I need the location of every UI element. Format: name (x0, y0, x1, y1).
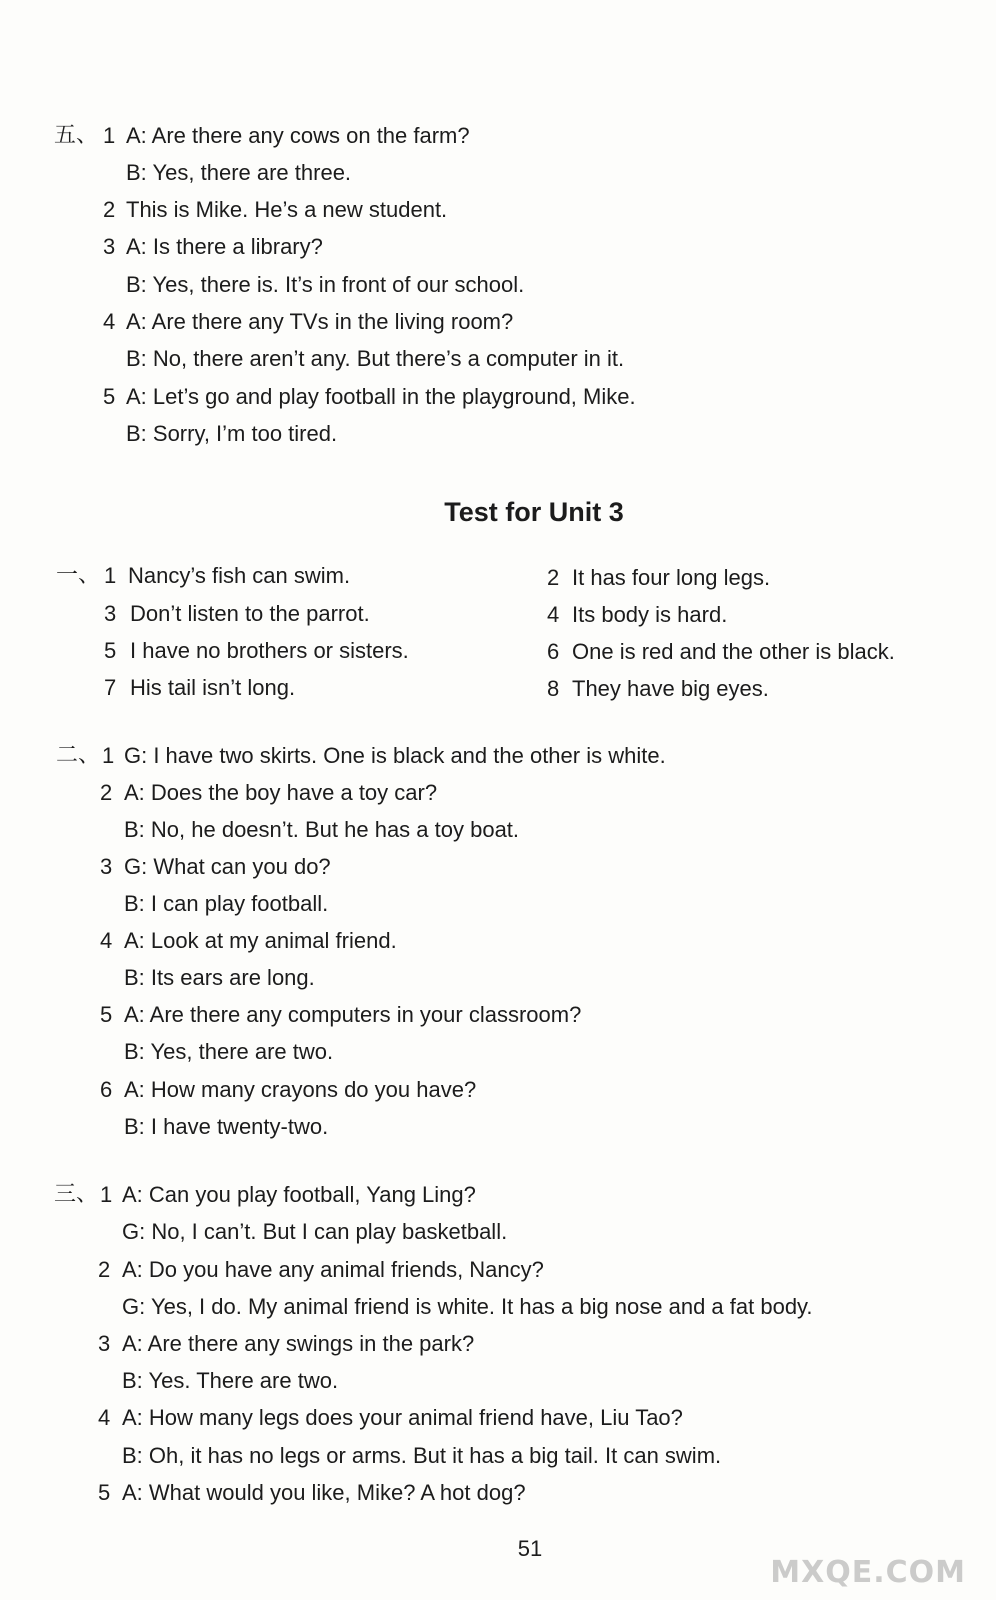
dialog-line: A: Can you play football, Yang Ling? (122, 1182, 476, 1207)
dialog-line: A: How many crayons do you have? (124, 1077, 477, 1102)
dialog-line: G: What can you do? (124, 854, 331, 879)
item-number: 2 (547, 565, 560, 590)
item-number: 1 (104, 563, 117, 588)
sentence-item: One is red and the other is black. (572, 639, 895, 664)
item-number: 2 (103, 197, 116, 222)
item-number: 2 (98, 1257, 111, 1282)
dialog-line: A: Look at my animal friend. (124, 928, 397, 953)
sentence-item: Don’t listen to the parrot. (130, 601, 370, 626)
dialog-line: A: Do you have any animal friends, Nancy? (122, 1257, 544, 1282)
sentence-item: I have no brothers or sisters. (130, 638, 409, 663)
dialog-line: B: Sorry, I’m too tired. (126, 421, 338, 446)
dialog-line: A: Let’s go and play football in the playground, Mike. (126, 384, 636, 409)
item-number: 3 (98, 1331, 111, 1356)
section-marker-3: 三、 (54, 1182, 99, 1207)
dialog-line: A: Is there a library? (126, 234, 323, 259)
dialog-line: B: Yes, there are three. (126, 160, 352, 185)
item-number: 3 (100, 854, 113, 879)
item-number: 8 (547, 676, 560, 701)
item-number: 5 (104, 638, 117, 663)
page-number: 51 (517, 1536, 543, 1561)
section-marker-1: 一、 (56, 563, 101, 588)
item-number: 4 (547, 602, 560, 627)
item-number: 3 (103, 234, 116, 259)
dialog-line: B: Oh, it has no legs or arms. But it has a big tail. It can swim. (122, 1443, 722, 1468)
item-number: 4 (98, 1405, 111, 1430)
section-marker-2: 二、 (56, 743, 101, 768)
sentence-item: His tail isn’t long. (130, 675, 296, 700)
sentence-item: They have big eyes. (572, 676, 769, 701)
dialog-line: A: How many legs does your animal friend have, Liu Tao? (122, 1405, 683, 1430)
item-number: 2 (100, 780, 113, 805)
dialog-line: B: I have twenty-two. (124, 1114, 329, 1139)
dialog-line: B: Its ears are long. (124, 965, 315, 990)
dialog-line: G: I have two skirts. One is black and the other is white. (124, 743, 666, 768)
dialog-line: A: Does the boy have a toy car? (124, 780, 438, 805)
section-marker-5: 五、 (54, 123, 99, 148)
item-number: 5 (100, 1002, 113, 1027)
item-number: 3 (104, 601, 117, 626)
item-number: 4 (100, 928, 113, 953)
dialog-line: B: Yes. There are two. (122, 1368, 339, 1393)
dialog-line: B: Yes, there are two. (124, 1039, 334, 1064)
watermark-logo: MXQE.COM (770, 1555, 966, 1590)
dialog-line: This is Mike. He’s a new student. (126, 197, 448, 222)
item-number: 4 (103, 309, 116, 334)
item-number: 1 (102, 743, 115, 768)
item-number: 1 (103, 123, 116, 148)
sentence-item: Nancy’s fish can swim. (128, 563, 351, 588)
dialog-line: B: No, there aren’t any. But there’s a computer in it. (126, 346, 625, 371)
dialog-line: B: No, he doesn’t. But he has a toy boat. (124, 817, 520, 842)
dialog-line: A: What would you like, Mike? A hot dog? (122, 1480, 526, 1505)
dialog-line: A: Are there any TVs in the living room? (126, 309, 514, 334)
dialog-line: A: Are there any swings in the park? (122, 1331, 475, 1356)
dialog-line: A: Are there any computers in your classroom? (124, 1002, 582, 1027)
item-number: 7 (104, 675, 117, 700)
item-number: 6 (547, 639, 560, 664)
dialog-line: G: Yes, I do. My animal friend is white. It has a big nose and a fat body. (122, 1294, 813, 1319)
item-number: 5 (98, 1480, 111, 1505)
dialog-line: A: Are there any cows on the farm? (126, 123, 470, 148)
sentence-item: It has four long legs. (572, 565, 771, 590)
dialog-line: B: I can play football. (124, 891, 329, 916)
item-number: 6 (100, 1077, 113, 1102)
item-number: 1 (100, 1182, 113, 1207)
item-number: 5 (103, 384, 116, 409)
sentence-item: Its body is hard. (572, 602, 728, 627)
dialog-line: B: Yes, there is. It’s in front of our school. (126, 272, 525, 297)
page-title: Test for Unit 3 (444, 497, 624, 527)
dialog-line: G: No, I can’t. But I can play basketball. (122, 1219, 508, 1244)
